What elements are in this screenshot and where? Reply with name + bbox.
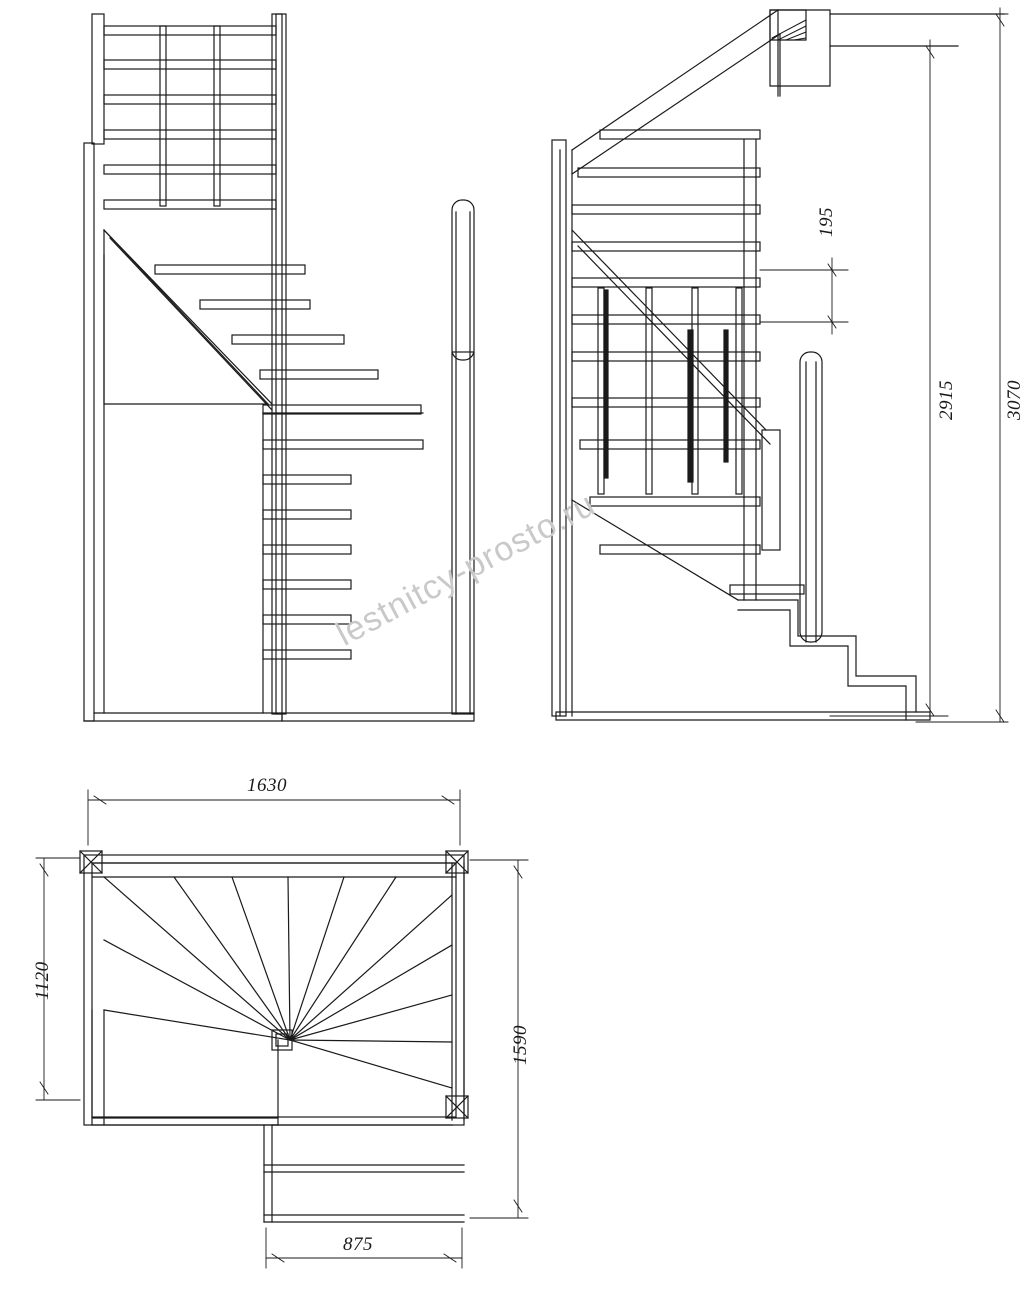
dimension-riser-height: 195 xyxy=(816,207,837,237)
plan-view xyxy=(80,851,468,1222)
dimension-lines-elevation xyxy=(760,8,1008,722)
dimension-total-rise: 2915 xyxy=(936,380,957,420)
dimension-landing-width: 875 xyxy=(343,1234,373,1255)
site-watermark: lestnitcy-prosto.ru xyxy=(330,485,602,654)
dimension-plan-width: 1630 xyxy=(247,775,287,796)
dimension-plan-depth-total: 1590 xyxy=(510,1025,531,1065)
dimension-plan-depth-upper: 1120 xyxy=(32,961,53,1000)
dimension-total-height: 3070 xyxy=(1004,380,1025,420)
side-elevation-view xyxy=(552,10,1004,720)
